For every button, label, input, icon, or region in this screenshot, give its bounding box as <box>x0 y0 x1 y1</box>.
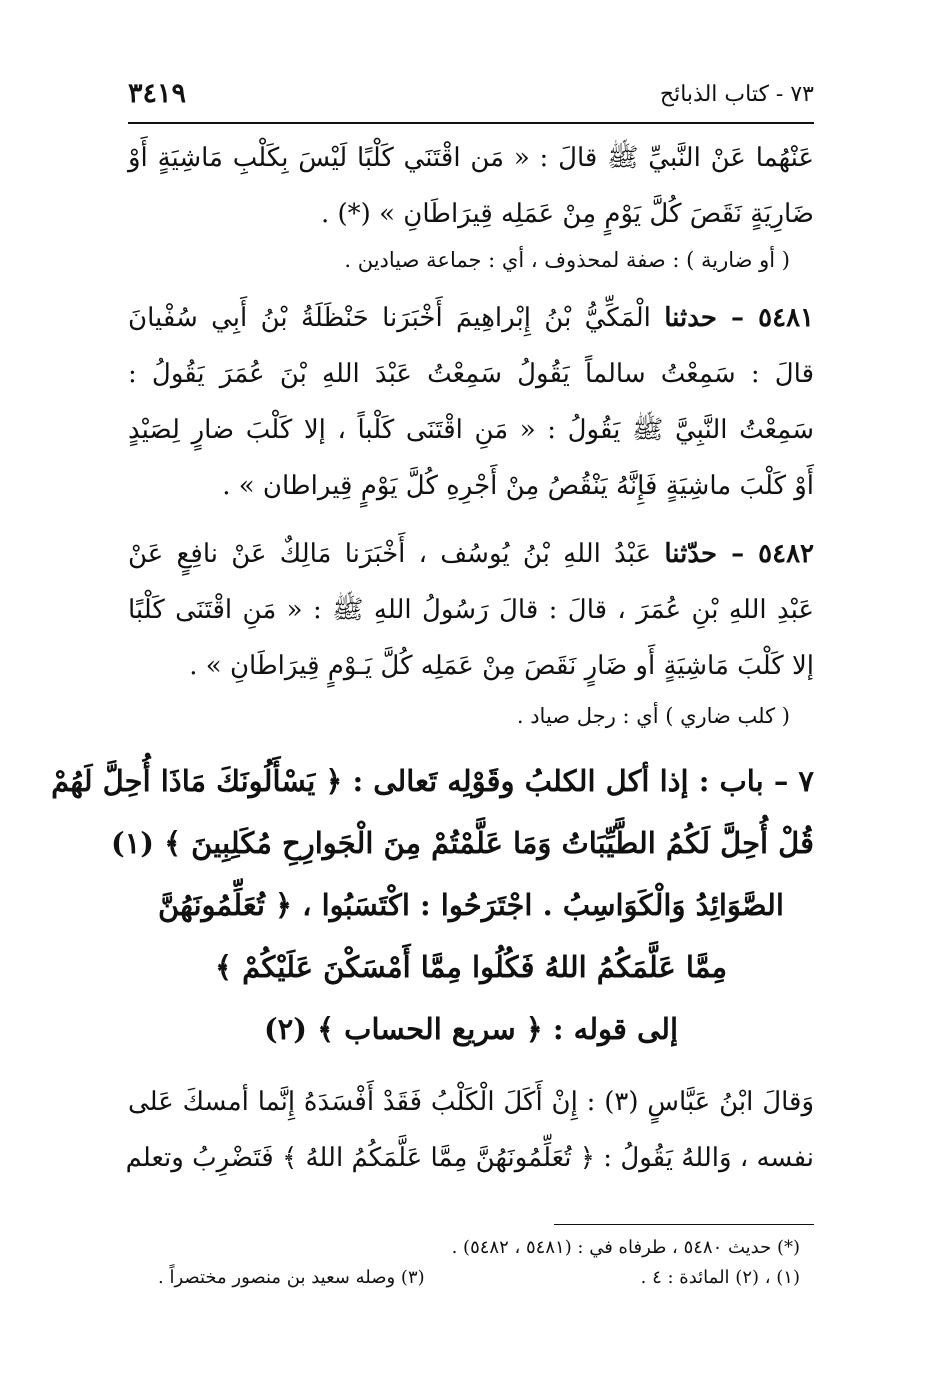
text-line: إلا كَلْبَ مَاشِيَةٍ أَو ضَارٍ نَقَصَ مِنْ عَمَلِه كُلَّ يَـوْمٍ قِيرَاطَانِ » . <box>189 651 814 681</box>
hadith-number: ٥٤٨٢ – حدّثنا <box>664 539 814 569</box>
text-line: عَبْدِ اللهِ بْنِ عُمَرَ ، قالَ : قالَ رَسُولُ اللهِ ﷺ : « مَنِ اقْتَنَى كَلْبًا <box>128 595 814 625</box>
text-line: ٥٤٨١ – حدثنا الْمَكِّيُّ بْنُ إِبْراهِيمَ أَخْبَرَنا حَنْظَلَةُ بْنُ أَبِي سُفْيانَ <box>128 303 815 333</box>
hadith-number: ٥٤٨١ – حدثنا <box>664 303 815 333</box>
heading-line: مِمَّا عَلَّمَكُمُ اللهُ فَكُلُوا مِمَّا أَمْسَكْنَ عَلَيْكُمْ ﴾ <box>214 950 727 984</box>
text-line: نفسه ، وَاللهُ يَقُولُ : ﴿ تُعَلِّمُونَهُنَّ مِمَّا عَلَّمَكُمُ اللهُ ﴾ فَتَضْرِبُ وتعلم <box>125 1143 814 1173</box>
commentary-note: ( كلب ضاري ) أي : رجل صياد . <box>516 704 790 728</box>
text-line: وَقالَ ابْنُ عَبَّاسٍ (٣) : إِنْ أَكَلَ الْكَلْبُ فَقَدْ أَفْسَدَهُ إِنَّما أمسكَ عَلى <box>128 1087 815 1117</box>
heading-line: قُلْ أُحِلَّ لَكُمُ الطَّيِّبَاتُ وَمَا عَلَّمْتُمْ مِنَ الْجَوارِحِ مُكَلِبِينَ ﴾ (١) <box>110 826 814 860</box>
footnote: (٣) وصله سعيد بن منصور مختصراً . <box>158 1267 425 1288</box>
footnote: (*) حديث ٥٤٨٠ ، طرفاه في : (٥٤٨١ ، ٥٤٨٢) . <box>451 1237 800 1258</box>
book-page <box>51 60 815 1293</box>
ibn-abbas-statement <box>125 1074 815 1186</box>
footnote: (١) ، (٢) المائدة : ٤ . <box>640 1267 800 1288</box>
page-header <box>128 60 814 124</box>
text-line: سَمِعْتُ النَّبِيَّ ﷺ يَقُولُ : « مَنِ اقْتَنَى كَلْباً ، إلا كَلْبَ ضارٍ لِصَيْدٍ <box>128 415 814 445</box>
heading-line: ٧ – باب : إذا أكل الكلبُ وقَوْلِه تَعالى : ﴿ يَسْأَلُونَكَ مَاذَا أُحِلَّ لَهُمْ <box>51 764 814 798</box>
chapter-heading <box>51 750 814 1060</box>
footnote-divider <box>554 1224 814 1225</box>
text-line: قالَ : سَمِعْتُ سالماً يَقُولُ سَمِعْتُ عَبْدَ اللهِ بْنَ عُمَرَ يَقُولُ : <box>128 359 814 389</box>
footnote-row <box>128 1263 814 1293</box>
text-line: ضَارِيَةٍ نَقَصَ كُلَّ يَوْمٍ مِنْ عَمَلِه قِيرَاطَانِ » (*) . <box>320 199 814 229</box>
heading-line: إلى قوله : ﴿ سريع الحساب ﴾ (٢) <box>263 1012 679 1046</box>
commentary-note: ( أو ضارية ) : صفة لمحذوف ، أي : جماعة صيادين . <box>344 248 790 272</box>
text-line: أَوْ كَلْبَ ماشِيَةٍ فَإِنَّهُ يَنْقُصُ مِنْ أَجْرِهِ كُلَّ يَوْمٍ قِيراطان » . <box>222 471 814 501</box>
text-line: عَنْهُما عَنْ النَّبيِّ ﷺ قالَ : « مَن اقْتَنَي كَلْبًا لَيْسَ بِكَلْبِ مَاشِيَةٍ أَوْ <box>128 143 814 173</box>
hadith-5481 <box>128 290 814 514</box>
heading-line: الصَّوَائِدُ وَالْكَوَاسِبُ . اجْتَرَحُوا : اكْتَسَبُوا ، ﴿ تُعَلِّمُونَهُنَّ <box>158 888 784 922</box>
chapter-running-title: ٧٣ - كتاب الذبائح <box>659 82 814 107</box>
hadith-5482 <box>128 526 814 734</box>
text-line: ٥٤٨٢ – حدّثنا عَبْدُ اللهِ بْنُ يُوسُف ، أَخْبَرَنا مَالِكٌ عَنْ نافِعٍ عَنْ <box>128 539 814 569</box>
page-number: ٣٤١٩ <box>128 78 187 109</box>
hadith-continuation <box>128 130 814 278</box>
footnotes <box>128 1233 814 1293</box>
